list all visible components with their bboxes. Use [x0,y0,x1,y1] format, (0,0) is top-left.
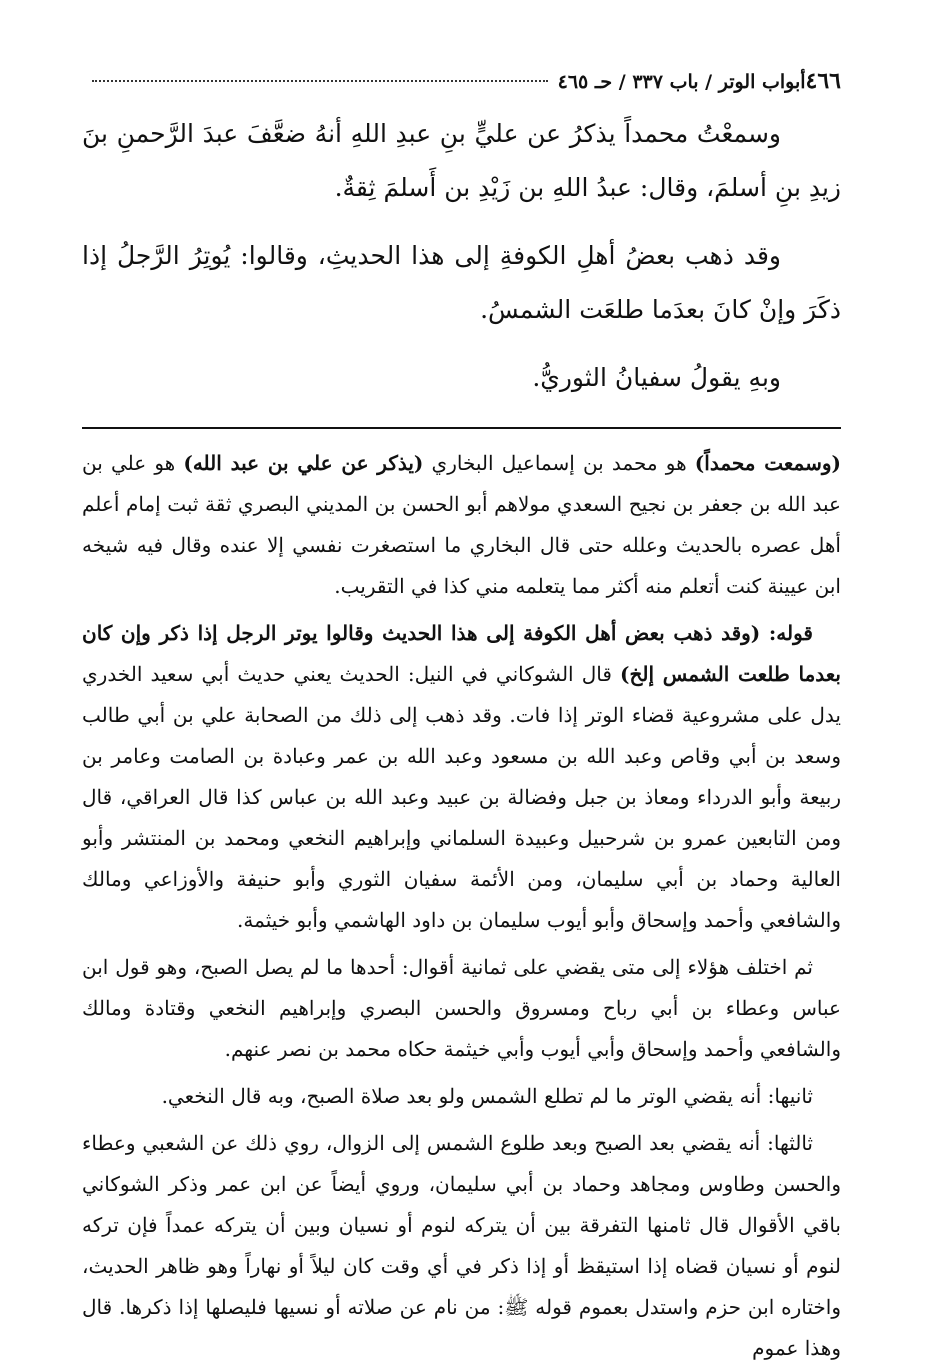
main-paragraph: وسمعْتُ محمداً يذكرُ عن عليٍّ بنِ عبدِ اللهِ أنهُ ضعَّفَ عبدَ الرَّحمنِ بنَ زيدِ بنِ أسلمَ، وقال: عبدُ اللهِ بن زَيْدِ بن أَسلمَ ثِقةٌ. [82,119,841,202]
quoted-phrase: (وسمعت محمداً) [694,451,841,475]
quoted-phrase: (يذكر عن علي بن عبد الله) [183,451,424,475]
commentary-text: هو علي بن عبد الله بن جعفر بن نجيح السعدي مولاهم أبو الحسن بن المديني البصري ثقة ثبت إمام أعلم أهل عصره بالحديث وعلله حتى قال البخاري ما استصغرت نفسي إلا عنده وقال فيه شيخه ابن عيينة كنت أتعلم منه أكثر مما يتعلمه مني كذا في التقريب. [82,451,841,598]
footnote-divider [82,427,841,429]
commentary-section [82,443,841,1369]
main-paragraph: وقد ذهب بعضُ أهلِ الكوفةِ إلى هذا الحديثِ، وقالوا: يُوتِرُ الرَّجلُ إذا ذكَرَ وإنْ كانَ بعدَما طلعَت الشمسُ. [82,241,841,324]
commentary-paragraph: ثالثها: أنه يقضي بعد الصبح وبعد طلوع الشمس إلى الزوال، روي ذلك عن الشعبي وعطاء والحسن وطاوس ومجاهد وحماد بن أبي سليمان، وروي أيضاً عن ابن عمر وذكر الشوكاني باقي الأقوال قال ثامنها التفرقة بين أن يتركه لنوم أو نسيان وبين أن يتركه عمداً فإن تركه لنوم أو نسيان قضاه إذا استيقظ أو إذا ذكر في أي وقت كان ليلاً أو نهاراً وهو ظاهر الحديث، واختاره ابن حزم واستدل بعموم قوله ﷺ: من نام عن صلاته أو نسيها فليصلها إذا ذكرها. قال وهذا عموم [82,1131,841,1360]
commentary-text: هو محمد بن إسماعيل البخاري [423,451,695,475]
commentary-paragraph: ثانيها: أنه يقضي الوتر ما لم تطلع الشمس ولو بعد صلاة الصبح، وبه قال النخعي. [161,1084,813,1108]
quoted-phrase: (وقد ذهب بعض أهل الكوفة إلى هذا الحديث وقالوا يوتر الرجل إذا ذكر وإن كان بعدما طلعت الشمس إلخ) [82,621,842,686]
page-number: ٤٦٦ [805,68,841,94]
commentary-text: قال الشوكاني في النيل: الحديث يعني حديث أبي سعيد الخدري يدل على مشروعية قضاء الوتر إذا فات. وقد ذهب إلى ذلك من الصحابة علي بن أبي طالب وسعد بن أبي وقاص وعبد الله بن مسعود وعبد الله بن عمر وعبادة بن الصامت وعامر بن ربيعة وأبو الدرداء ومعاذ بن جبل وفضالة بن عبيد وعبد الله بن عباس كذا قال العراقي، قال ومن التابعين عمرو بن شرحبيل وعبيدة السلماني وإبراهيم النخعي ومحمد بن المنتشر وأبو العالية وحماد بن أبي سليمان، ومن الأئمة سفيان الثوري وأبو حنيفة والأوزاعي ومالك والشافعي وأحمد وإسحاق وأبو أيوب سليمان بن داود الهاشمي وأبو خيثمة. [82,662,841,932]
running-header [82,68,841,95]
commentary-paragraph [82,613,841,941]
commentary-paragraph [82,443,841,607]
main-paragraph: وبهِ يقولُ سفيانُ الثوريُّ. [532,363,781,392]
hadith-text [82,107,841,405]
commentary-text: قوله: [760,621,813,645]
running-title: أبواب الوتر / باب ٣٣٧ / حـ ٤٦٥ [557,71,806,93]
leader-dots [92,80,548,82]
commentary-paragraph: ثم اختلف هؤلاء إلى متى يقضي على ثمانية أقوال: أحدها ما لم يصل الصبح، وهو قول ابن عباس وعطاء بن أبي رباح ومسروق والحسن البصري وإبراهيم النخعي وقتادة ومالك والشافعي وأحمد وإسحاق وأبي أيوب وأبي خيثمة حكاه محمد بن نصر عنهم. [82,955,841,1061]
